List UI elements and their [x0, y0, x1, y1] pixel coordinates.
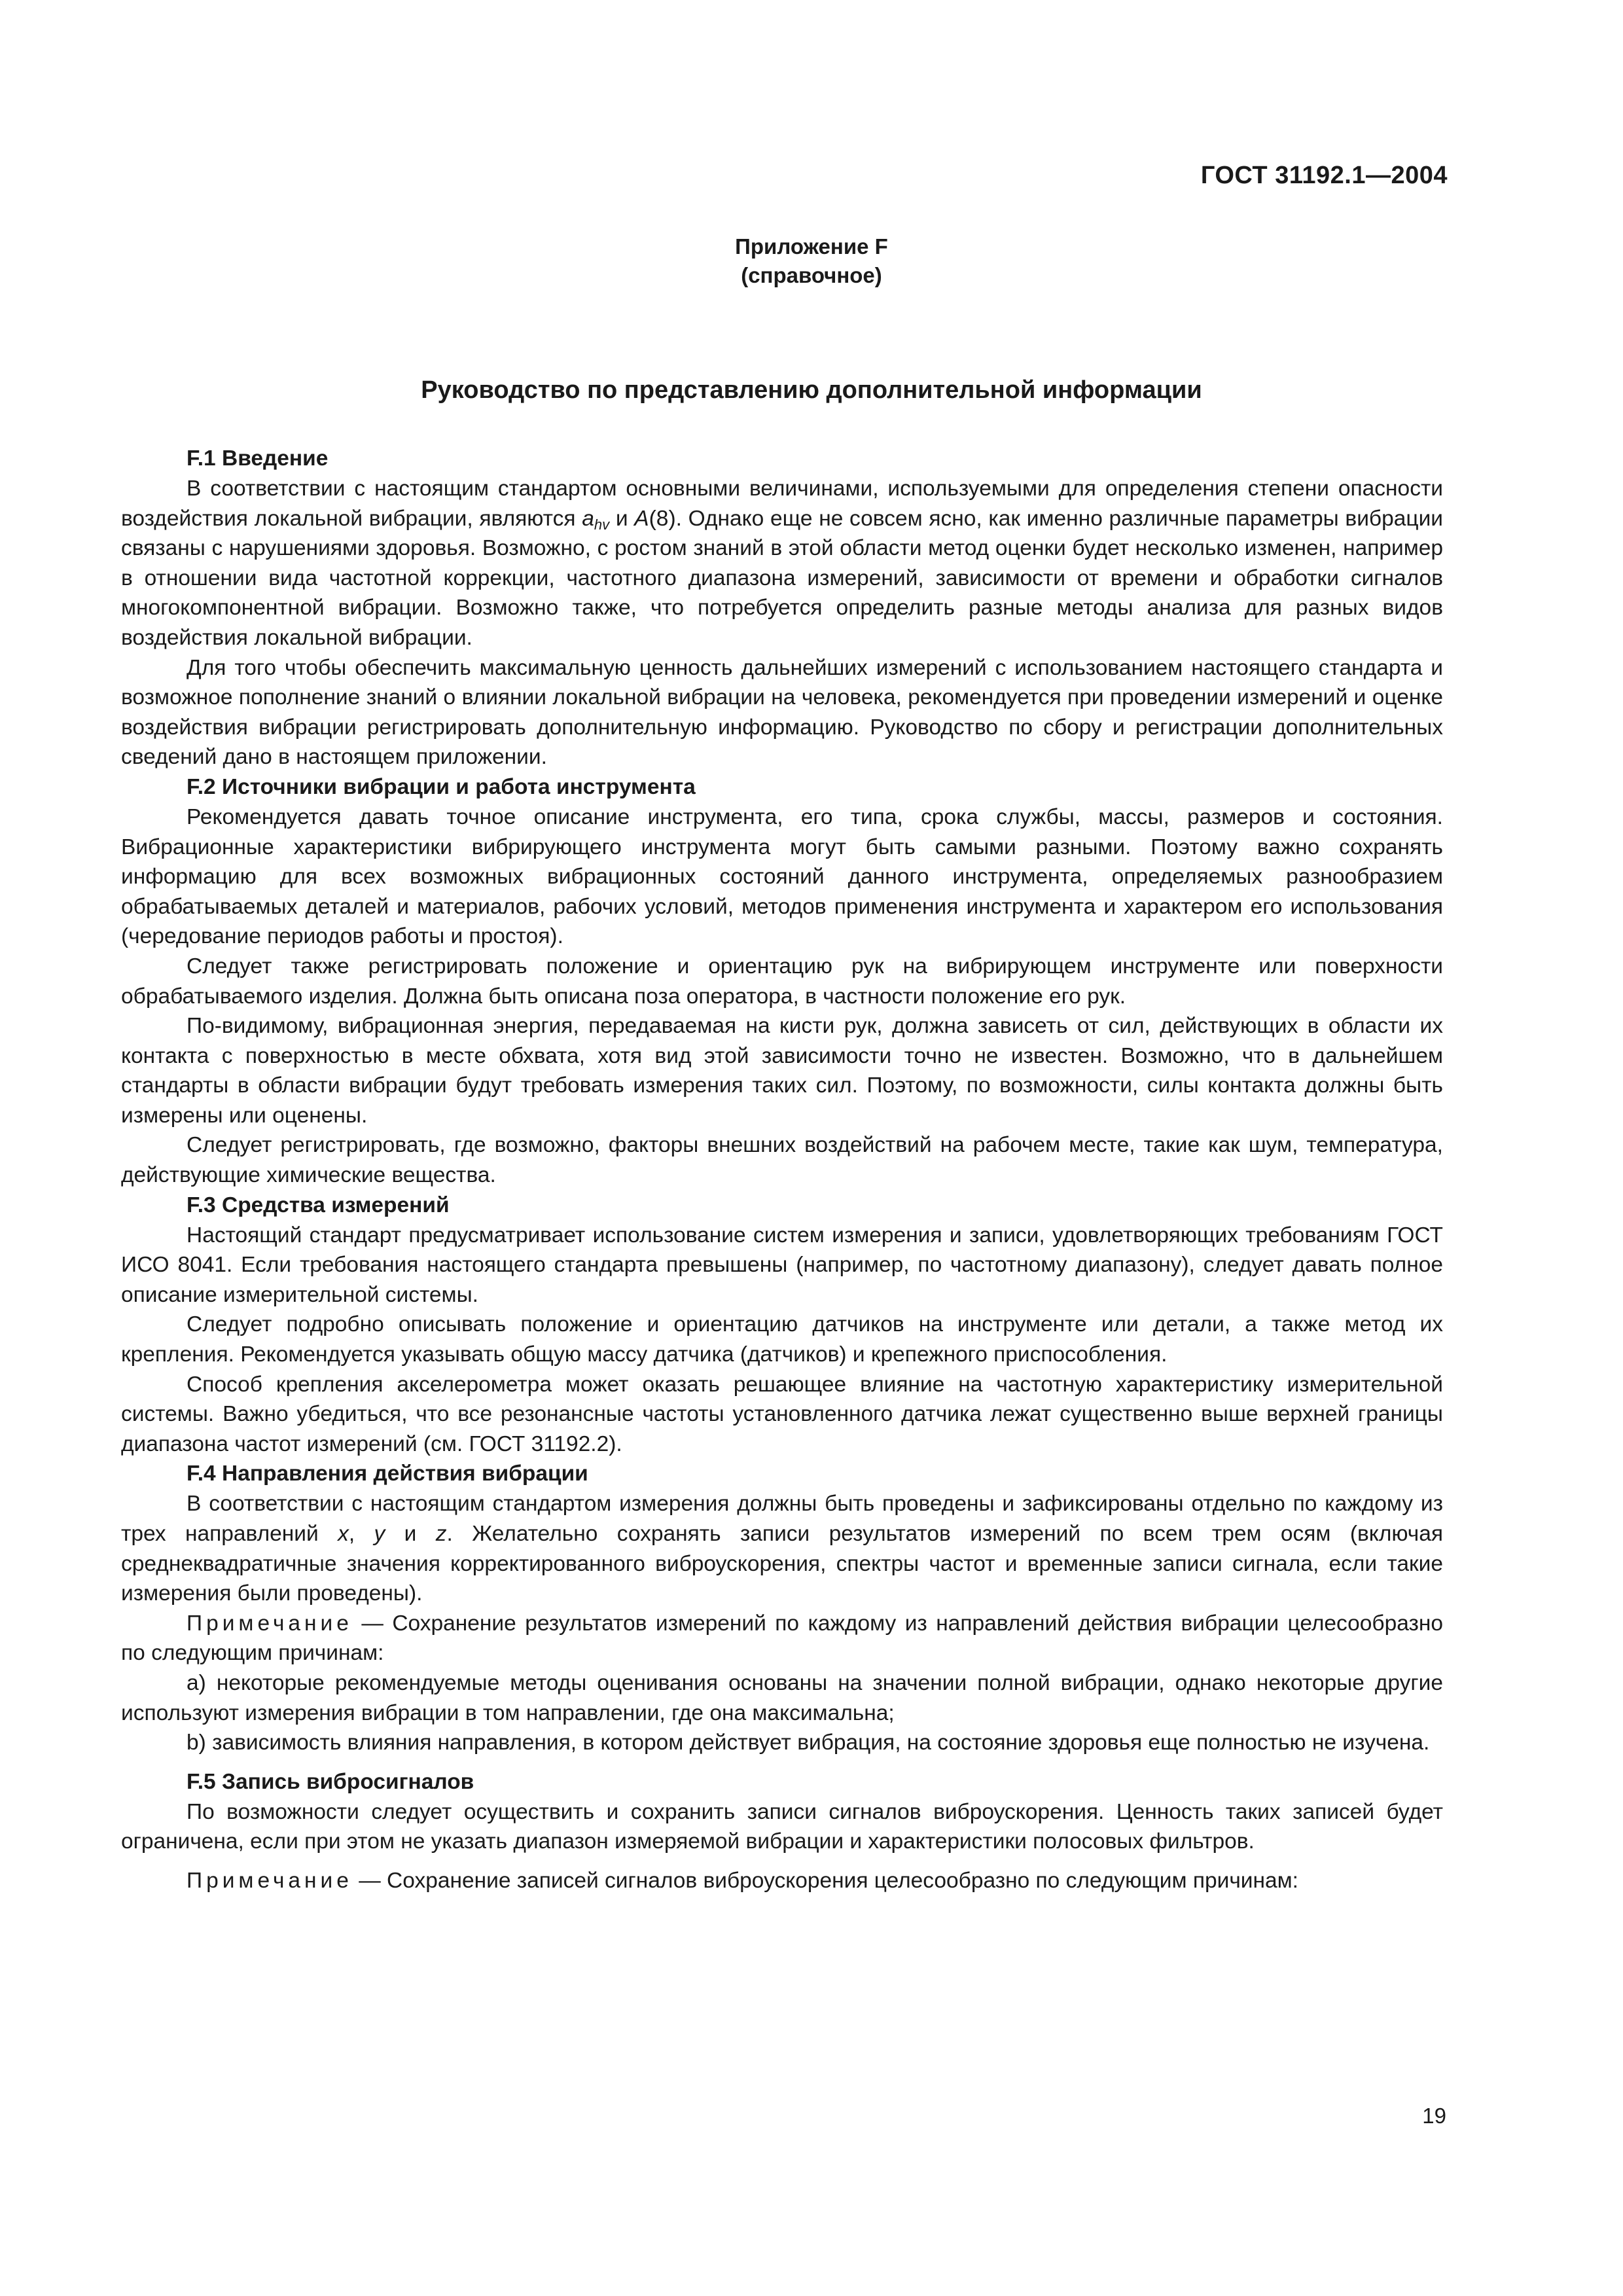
list-item: b) зависимость влияния направления, в котором действует вибрация, на состояние здоровья еще полностью не изучена. [187, 1731, 1430, 1755]
section-heading-f5: F.5 Запись вибросигналов [187, 1769, 474, 1794]
section-heading-f1: F.1 Введение [187, 446, 329, 471]
note-label: Примечание [187, 1611, 353, 1636]
document-body [121, 444, 1443, 1896]
paragraph: В соответствии с настоящим стандартом измерения должны быть проведены и зафиксированы отдельно по каждому из трех направлений x, y и z. Желательно сохранять записи результатов измерений по всем трем осям (включая среднеквадратичные значения корректированного виброускорения, спектры частот и временные записи сигнала, если такие измерения были проведены). [121, 1492, 1444, 1606]
paragraph: Рекомендуется давать точное описание инструмента, его типа, срока службы, массы, размеров и состояния. Вибрационные характеристики вибрирующего инструмента могут быть самыми разными. Поэтому важно сохранять информацию для всех возможных вибрационных состояний данного инструмента, определяемых разнообразием обрабатываемых деталей и материалов, рабочих условий, методов применения инструмента и характером его использования (чередование периодов работы и простоя). [121, 804, 1443, 949]
document-code: ГОСТ 31192.1—2004 [1200, 162, 1448, 189]
note-label: Примечание [187, 1868, 353, 1893]
section-heading-f4: F.4 Направления действия вибрации [187, 1462, 588, 1486]
note-paragraph: Примечание — Сохранение результатов измерений по каждому из направлений действия вибрации целесообразно по следующим причинам: [121, 1611, 1443, 1666]
appendix-title: Приложение F [735, 234, 888, 259]
paragraph: В соответствии с настоящим стандартом основными величинами, используемыми для определения степени опасности воздействия локальной вибрации, являются $a_{hv}$ и A(8). Однако еще не совсем ясно, как именно различные параметры вибрации связаны с нарушениями здоровья. Возможно, с ростом знаний в этой области метод оценки будет несколько изменен, например в отношении вида частотной коррекции, частотного диапазона измерений, зависимости от времени и обработки сигналов многокомпонентной вибрации. Возможно также, что потребуется определить разные методы анализа для разных видов воздействия локальной вибрации. [121, 476, 1443, 650]
paragraph: Следует подробно описывать положение и ориентацию датчиков на инструменте или детали, а также метод их крепления. Рекомендуется указывать общую массу датчика (датчиков) и крепежного приспособления. [121, 1312, 1443, 1367]
paragraph: Следует также регистрировать положение и ориентацию рук на вибрирующем инструменте или поверхности обрабатываемого изделия. Должна быть описана поза оператора, в частности положение его рук. [121, 954, 1443, 1009]
page-number: 19 [1422, 2104, 1446, 2128]
paragraph: Настоящий стандарт предусматривает использование систем измерения и записи, удовлетворяющих требованиям ГОСТ ИСО 8041. Если требования настоящего стандарта превышены (например, по частотному диапазону), следует давать полное описание измерительной системы. [121, 1223, 1443, 1307]
note-paragraph: Примечание — Сохранение записей сигналов виброускорения целесообразно по следующим причинам: [187, 1868, 1298, 1893]
paragraph: Для того чтобы обеспечить максимальную ценность дальнейших измерений с использованием настоящего стандарта и возможное пополнение знаний о влиянии локальной вибрации на человека, рекомендуется при проведении измерений и оценке воздействия вибрации регистрировать дополнительную информацию. Руководство по сбору и регистрации дополнительных сведений дано в настоящем приложении. [121, 655, 1443, 770]
section-heading-f3: F.3 Средства измерений [187, 1193, 450, 1217]
paragraph: Способ крепления акселерометра может оказать решающее влияние на частотную характеристику измерительной системы. Важно убедиться, что все резонансные частоты установленного датчика лежат существенно выше верхней границы диапазона частот измерений (см. ГОСТ 31192.2). [121, 1372, 1443, 1456]
section-heading-f2: F.2 Источники вибрации и работа инструмента [187, 774, 696, 799]
paragraph: По-видимому, вибрационная энергия, передаваемая на кисти рук, должна зависеть от сил, действующих в области их контакта с поверхностью в месте обхвата, хотя вид этой зависимости точно не известен. Возможно, что в дальнейшем стандарты в области вибрации будут требовать измерения таких сил. Поэтому, по возможности, силы контакта должны быть измерены или оценены. [121, 1014, 1443, 1128]
paragraph: По возможности следует осуществить и сохранить записи сигналов виброускорения. Ценность таких записей будет ограничена, если при этом не указать диапазон измеряемой вибрации и характеристики полосовых фильтров. [121, 1799, 1443, 1854]
paragraph: Следует регистрировать, где возможно, факторы внешних воздействий на рабочем месте, такие как шум, температура, действующие химические вещества. [121, 1133, 1443, 1188]
list-item: a) некоторые рекомендуемые методы оценивания основаны на значении полной вибрации, однако некоторые другие используют измерения вибрации в том направлении, где она максимальна; [121, 1670, 1443, 1725]
appendix-label [0, 232, 1623, 290]
appendix-type: (справочное) [741, 263, 882, 287]
page-title: Руководство по представлению дополнительной информации [421, 376, 1202, 404]
